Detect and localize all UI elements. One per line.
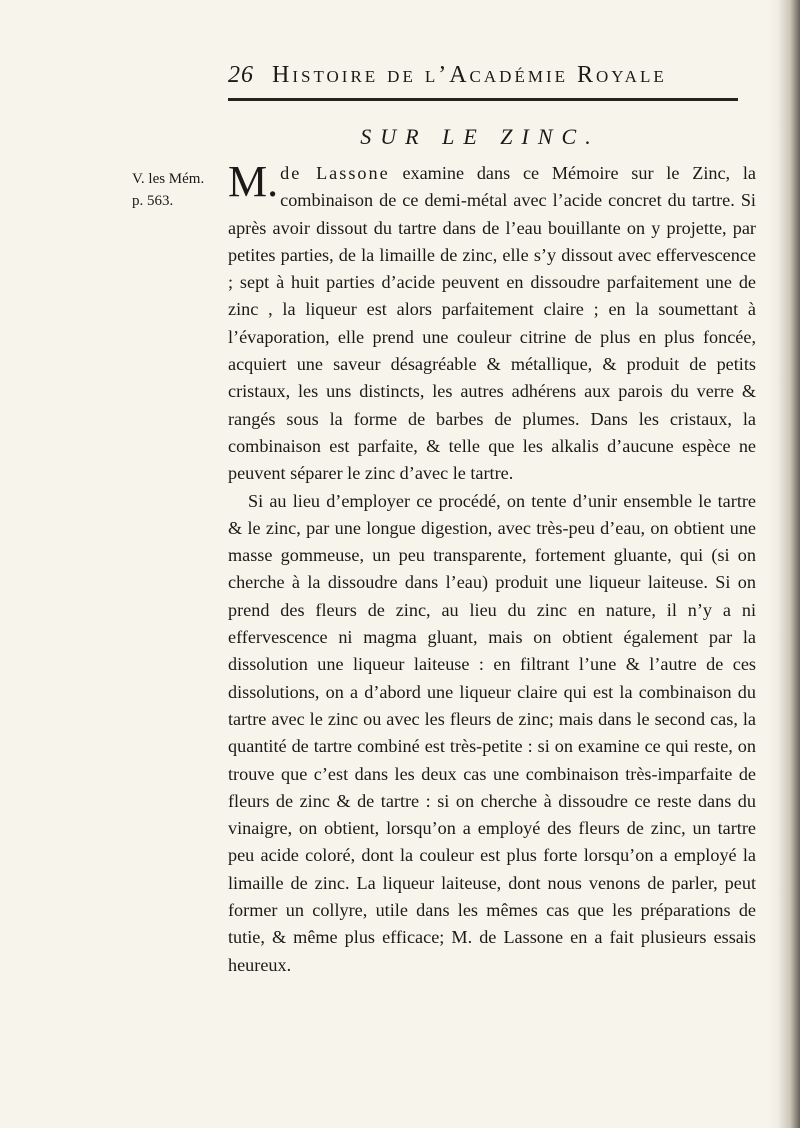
header-rule: [228, 98, 738, 101]
paragraph-1-text: examine dans ce Mémoire sur le Zinc, la combinaison de ce demi-métal avec l’acide concret du tartre. Si après avoir dissout du tartre dans de l’eau bouillante on y projette, par petites parties, de la limaille de zinc, elle s’y dissout avec effervescence ; sept à huit parties d’acide peuvent en dissoudre parfaitement une de zinc , la liqueur est alors parfaitement claire ; en la soumettant à l’évaporation, elle prend une couleur citrine de plus en plus foncée, acquiert une saveur désagréable & métallique, & produit de petits cristaux, les uns distincts, les autres adhérens aux parois du verre & rangés sous la forme de barbes de plumes. Dans les cristaux, la combinaison est parfaite, & telle que les alkalis d’aucune espèce ne peuvent séparer le zinc d’avec le tartre.: [228, 163, 756, 484]
margin-note-reference: V. les Mém.: [132, 171, 205, 187]
running-head: Histoire de l’Académie Royale: [272, 62, 667, 88]
page-header: [228, 62, 748, 89]
margin-note-page: p. 563.: [132, 193, 174, 209]
paragraph-1: [228, 157, 756, 488]
author-name: de Lassone: [280, 163, 390, 183]
drop-cap: M.: [228, 157, 279, 206]
page-number: 26: [228, 62, 254, 88]
page-edge-shadow: [778, 0, 800, 1128]
article-body: [228, 157, 756, 979]
paragraph-2: Si au lieu d’employer ce procédé, on tente d’unir ensemble le tartre & le zinc, par une longue digestion, avec très-peu d’eau, on obtient une masse gommeuse, un peu transparente, fortement gluante, qui (si on cherche à la dissoudre dans l’eau) produit une liqueur laiteuse. Si on prend des fleurs de zinc, au lieu du zinc en nature, il n’y a ni effervescence ni magma gluant, mais on obtient également par la dissolution une liqueur laiteuse : en filtrant l’une & l’autre de ces dissolutions, on a d’abord une liqueur claire qui est la combinaison du tartre avec le zinc ou avec les fleurs de zinc; mais dans le second cas, la quantité de tartre combiné est très-petite : si on examine ce qui reste, on trouve que c’est dans les deux cas une combinaison très-imparfaite de fleurs de zinc & de tartre : si on cherche à dissoudre ce reste dans du vinaigre, on obtient, lorsqu’on a employé des fleurs de zinc, un tartre peu acide coloré, dont la couleur est plus forte lorsqu’on a employé la limaille de zinc. La liqueur laiteuse, dont nous venons de parler, peut former un collyre, utile dans les mêmes cas que les préparations de tutie, & même plus efficace; M. de Lassone en a fait plusieurs essais heureux.: [228, 490, 756, 975]
margin-note: [132, 168, 222, 212]
section-title: SUR LE ZINC.: [360, 124, 600, 149]
